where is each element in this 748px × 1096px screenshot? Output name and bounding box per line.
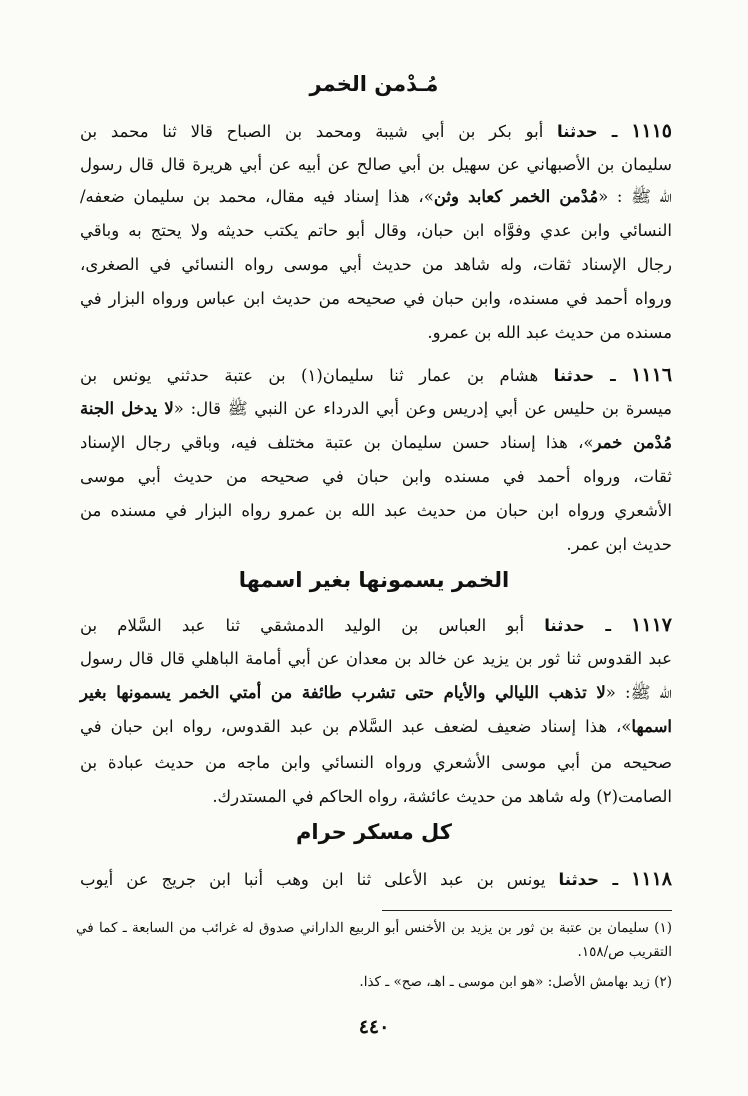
hadith-1116-line-1: ١١١٦ ـ حدثنا هشام بن عمار ثنا سليمان(١) بن عتبة حدثني يونس بن xyxy=(80,364,673,386)
hadith-number: ١١١٦ xyxy=(631,364,673,386)
hadith-1116-line-4: ثقات، ورواه أحمد في مسنده وابن حبان في صحيحه من حديث أبي موسى xyxy=(80,467,672,486)
hadith-number: ١١١٨ xyxy=(631,868,672,890)
hadith-number: ١١١٥ xyxy=(631,120,673,142)
hadith-1118-line-1: ١١١٨ ـ حدثنا يونس بن عبد الأعلى ثنا ابن وهب أنبا ابن جريج عن أيوب xyxy=(80,868,672,890)
hadith-1117-line-3: الله ﷺ: «لا تذهب الليالي والأيام حتى تشرب طائفة من أمتي الخمر يسمونها بغير xyxy=(80,683,672,702)
hadith-1117-line-2: عبد القدوس ثنا ثور بن يزيد عن خالد بن معدان عن أبي أمامة الباهلي قال قال رسول xyxy=(80,649,672,668)
hadith-matn: لا تذهب الليالي والأيام حتى تشرب طائفة من أمتي الخمر يسمونها بغير xyxy=(80,683,606,702)
hadith-matn: لا يدخل الجنة xyxy=(80,399,174,418)
hadith-1115-line-4: النسائي وابن عدي وفوَّاه ابن حبان، وقال أبو حاتم يكتب حديثه ولا يحتج به وباقي xyxy=(80,221,672,240)
hadith-1117-line-6: الصامت(٢) وله شاهد من حديث عائشة، رواه الحاكم في المستدرك. xyxy=(212,787,672,806)
hadith-1115-line-6: ورواه أحمد في مسنده، وابن حبان في صحيحه من حديث ابن عباس ورواه البزار في xyxy=(80,289,672,308)
hadith-1116-line-2: ميسرة بن حليس عن أبي إدريس وعن أبي الدرداء عن النبي ﷺ قال: «لا يدخل الجنة xyxy=(80,399,672,418)
hadith-number: ١١١٧ xyxy=(631,614,672,636)
footnote-1-line-1: (١) سليمان بن عتبة بن ثور بن يزيد بن الأخنس أبو الربيع الداراني صدوق له غرائب من السابعة ـ كما في xyxy=(76,920,672,936)
hadith-1115-line-5: رجال الإسناد ثقات، وله شاهد من حديث أبي موسى رواه النسائي في الصغرى، xyxy=(80,255,672,274)
section-heading-mudmin: مُـدْمن الخمر xyxy=(309,72,439,96)
page-number: ٤٤٠ xyxy=(358,1016,390,1038)
section-heading-muskir: كل مسكر حرام xyxy=(295,820,452,844)
section-heading-khamr: الخمر يسمونها بغير اسمها xyxy=(238,568,510,592)
hadith-1116-line-6: حديث ابن عمر. xyxy=(566,535,672,554)
hadith-1115-line-2: سليمان بن الأصبهاني عن سهيل بن أبي صالح عن أبيه عن أبي هريرة قال قال رسول xyxy=(80,155,672,174)
hadith-matn: اسمها xyxy=(631,717,672,736)
hadith-1115-line-3: الله ﷺ : «مُدْمن الخمر كعابد وثن»، هذا إسناد فيه مقال، محمد بن سليمان ضعفه/ xyxy=(80,187,672,206)
haddathana-label: ـ حدثنا xyxy=(553,366,616,385)
hadith-1116-line-3: مُدْمن خمر»، هذا إسناد حسن سليمان بن عتبة مختلف فيه، وباقي رجال الإسناد xyxy=(80,433,672,452)
footnote-2: (٢) زيد بهامش الأصل: «هو ابن موسى ـ اهـ، صح» ـ كذا. xyxy=(359,974,672,990)
hadith-1117-line-4: اسمها»، هذا إسناد ضعيف لضعف عبد السَّلام بن عبد القدوس، رواه ابن حبان في xyxy=(80,717,672,736)
haddathana-label: ـ حدثنا xyxy=(544,616,612,635)
hadith-1116-line-5: الأشعري ورواه ابن حبان من حديث عبد الله بن عمرو رواه البزار في مسنده من xyxy=(80,501,672,520)
hadith-matn: مُدْمن الخمر كعابد وثن xyxy=(433,187,599,206)
footnote-divider xyxy=(382,910,672,911)
haddathana-label: ـ حدثنا xyxy=(557,122,618,141)
footnote-1-line-2: التقريب ص/١٥٨. xyxy=(577,944,672,960)
hadith-1117-line-5: صحيحه من أبي موسى الأشعري ورواه النسائي وابن ماجه من حديث عبادة بن xyxy=(80,753,672,772)
hadith-1115-line-1: ١١١٥ ـ حدثنا أبو بكر بن أبي شيبة ومحمد بن الصباح قالا ثنا محمد بن xyxy=(80,120,673,142)
hadith-1117-line-1: ١١١٧ ـ حدثنا أبو العباس بن الوليد الدمشقي ثنا عبد السَّلام بن xyxy=(80,614,672,636)
hadith-matn: مُدْمن خمر xyxy=(593,433,672,452)
hadith-1115-line-7: مسنده من حديث عبد الله بن عمرو. xyxy=(427,323,672,342)
haddathana-label: ـ حدثنا xyxy=(558,870,619,889)
